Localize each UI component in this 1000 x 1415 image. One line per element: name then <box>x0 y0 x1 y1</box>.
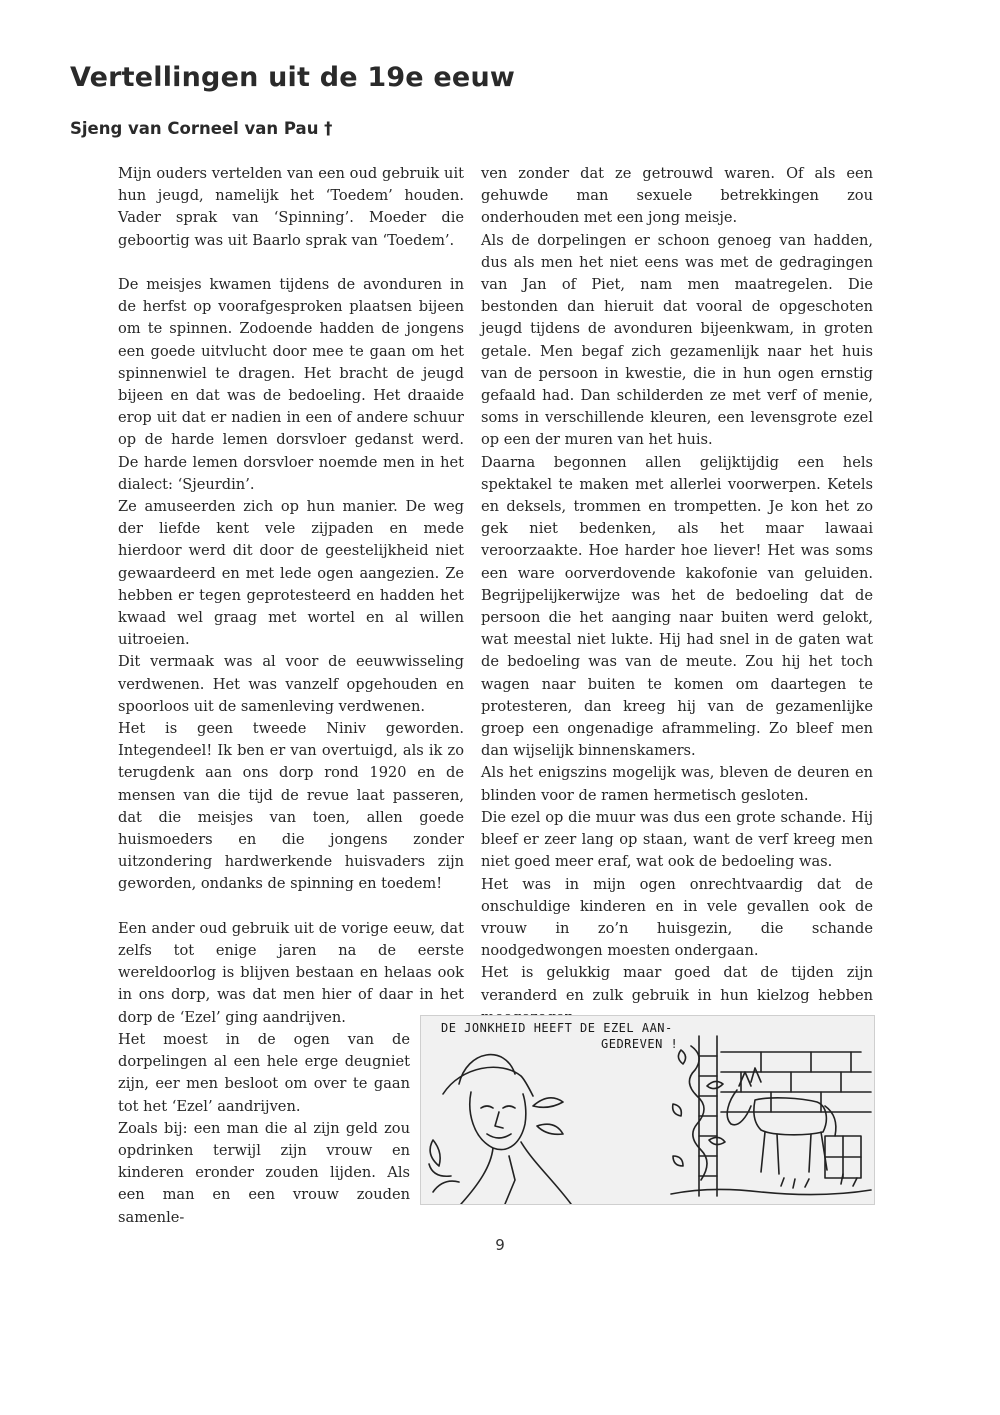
hat-brim <box>443 1067 533 1096</box>
paragraph: Ze amuseerden zich op hun manier. De weg der liefde kent vele zijpaden en mede hierdoor werd dit door de geestelijkheid niet gewaardeerd en met lede ogen aangezien. Ze hebben er tegen geprotesteerd en hadden het kwaad wel graag met wortel en al willen uitroeien. <box>118 498 464 649</box>
article-title: Vertellingen uit de 19e eeuw <box>70 62 516 93</box>
donkey-legs <box>761 1132 827 1174</box>
article-author: Sjeng van Corneel van Pau † <box>70 119 333 138</box>
right-column <box>481 163 873 1029</box>
paragraph: Als de dorpelingen er schoon genoeg van hadden, dus als men het niet eens was met de gedragingen van Jan of Piet, nam men maatregelen. Die bestonden dan hieruit dat vooral de opgeschoten jeugd tijdens de avonduren bijeenkwam, in groten getale. Men begaf zich gezamenlijk naar het huis van de persoon in kwestie, die in hun ogen ernstig gefaald had. Dan schilderden ze met verf of menie, soms in verschillende kleuren, een levensgrote ezel op een der muren van het huis. <box>481 231 873 449</box>
left-column <box>118 163 464 1229</box>
leaves <box>430 1098 563 1166</box>
paragraph: Dit vermaak was al voor de eeuwwisseling verdwenen. Het was vanzelf opgehouden en spoorloos uit de samenleving verdwenen. <box>118 653 464 715</box>
face-outline <box>470 1092 526 1150</box>
paragraph: Mijn ouders vertelden van een oud gebruik uit hun jeugd, namelijk het ‘Toedem’ houden. Vader sprak van ‘Spinning’. Moeder die geboortig was uit Baarlo sprak van ‘Toedem’. <box>118 165 464 249</box>
paragraph: Een ander oud gebruik uit de vorige eeuw, dat zelfs tot enige jaren na de eerste wereldoorlog is blijven bestaan en helaas ook in ons dorp, was dat men hier of daar in het dorp de ‘Ezel’ ging aandrijven. <box>118 919 464 1026</box>
shoulders <box>461 1142 571 1204</box>
paragraph: Het is gelukkig maar goed dat de tijden zijn veranderd en zulk gebruik in hun kielzog hebben <box>481 964 873 1004</box>
paragraph: Daarna begonnen allen gelijktijdig een hels spektakel te maken met allerlei voorwerpen. Ketels en deksels, trommen en trompetten. Je kon het zo gek niet bedenken, als het maar lawaai veroorzaakte. Hoe harder hoe liever! Het was soms een ware oorverdovende kakofonie van geluiden. Begrijpelijkerwijze was het de bedoeling dat de persoon die het aanging naar buiten werd gelokt, wat meestal niet lukte. Hij had snel in de gaten wat de bedoeling was van de meute. Zou hij het toch wagen naar buiten te komen om daartegen te protesteren, dan kreeg hij van de gezamenlijke groep een ongenadige aframmeling. Zo bleef men dan wijselijk binnenskamers. <box>481 453 873 760</box>
donkey-head <box>727 1090 751 1125</box>
paragraph: De meisjes kwamen tijdens de avonduren in de herfst op voorafgesproken plaatsen bijeen om te spinnen. Zodoende hadden de jongens een goede uitvlucht door mee te gaan om het spinnenwiel te dragen. Het bracht de jeugd bijeen en dat was de bedoeling. Het draaide erop uit dat er nadien in een of andere schuur op de harde lemen dorsvloer gedanst werd. De harde lemen dorsvloer noemde men in het dialect: ‘Sjeurdin’. <box>118 276 464 493</box>
caption-line-1: DE JONKHEID HEEFT DE EZEL AAN- <box>441 1021 673 1035</box>
illustration <box>420 1015 875 1205</box>
brick-lines <box>721 1052 871 1112</box>
paragraph: Het moest in de ogen van de dorpelingen al een hele erge deugniet zijn, eer men besloot om over te gaan tot het ‘Ezel’ aandrijven. <box>118 1030 410 1115</box>
paragraph: ven zonder dat ze getrouwd waren. Of als een gehuwde man sexuele betrekkingen zou onderhouden met een jong meisje. <box>481 165 873 227</box>
donkey-body <box>754 1098 826 1135</box>
paragraph: Het is geen tweede Niniv geworden. Integendeel! Ik ben er van overtuigd, als ik zo terugdenk aan ons dorp rond 1920 en de mensen van die tijd de revue laat passeren, dat die meisjes van toen, allen goede huismoeders en die jongens zonder uitzondering hardwerkende huisvaders zijn geworden, ondanks de spinning en toedem! <box>118 720 464 893</box>
page-number: 9 <box>495 1236 505 1254</box>
ground <box>671 1189 871 1194</box>
paragraph: Die ezel op die muur was dus een grote schande. Hij bleef er zeer lang op staan, want de verf kreeg men niet goed meer eraf, wat ook de bedoeling was. <box>481 808 873 871</box>
paragraph: Het was in mijn ogen onrechtvaardig dat de onschuldige kinderen en in vele gevallen ook de vrouw in zo’n huisgezin, die schande noodgedwongen moesten ondergaan. <box>481 875 873 960</box>
caption-line-2: GEDREVEN ! <box>601 1037 679 1051</box>
illustration-caption <box>441 1020 678 1052</box>
donkey-ears <box>739 1068 761 1086</box>
paragraph: Als het enigszins mogelijk was, bleven de deuren en blinden voor de ramen hermetisch gesloten. <box>481 764 873 804</box>
paragraph: Zoals bij: een man die al zijn geld zou opdrinken terwijl zijn vrouw en kinderen eronder zouden lijden. Als een man en een vrouw zouden samenle- <box>118 1119 410 1226</box>
